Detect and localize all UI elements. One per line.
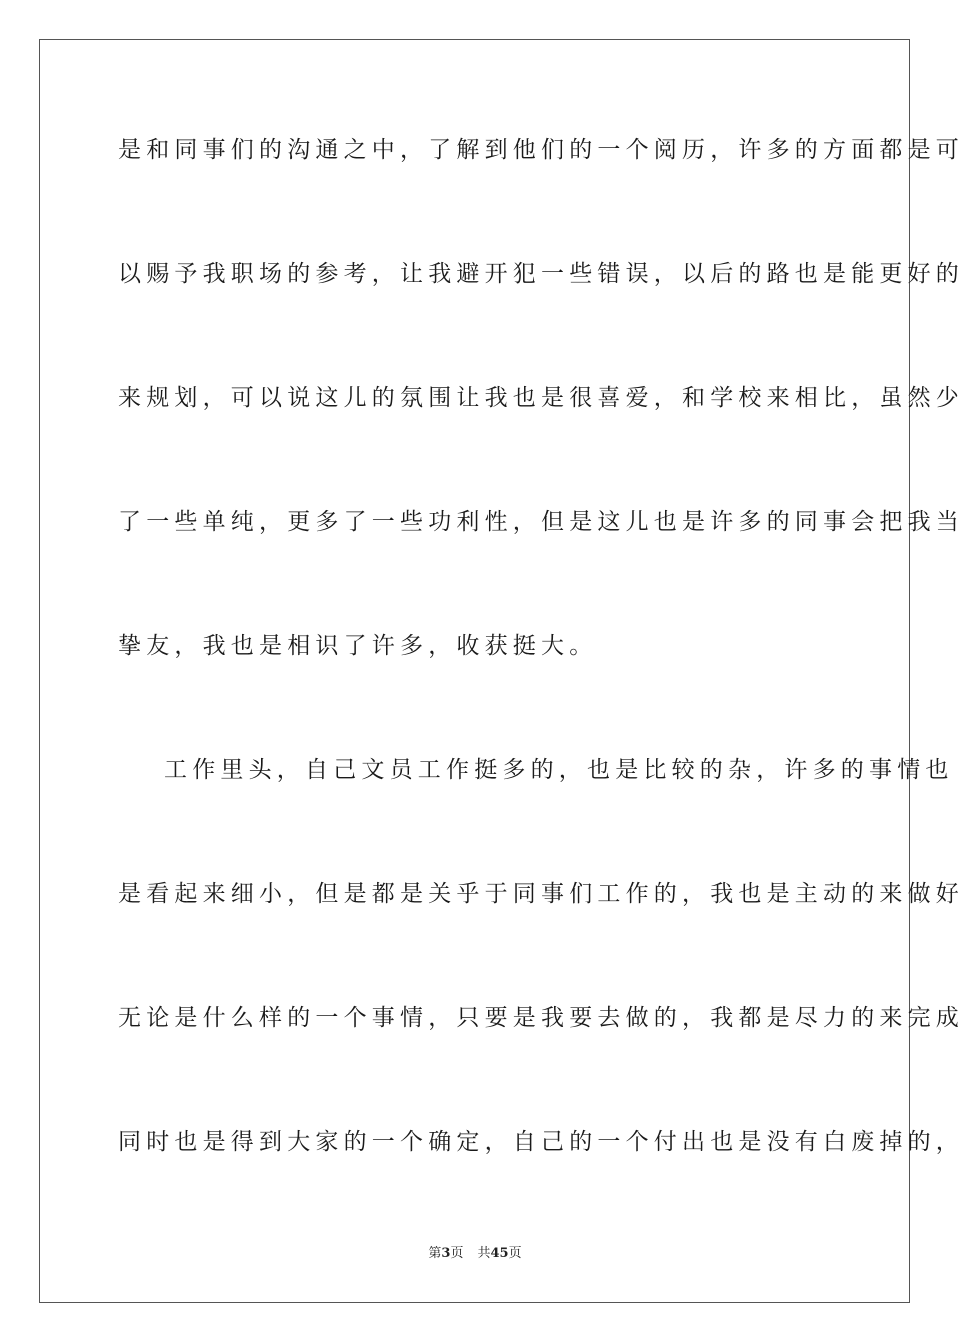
body-text-line: 来规划，可以说这儿的氛围让我也是很喜爱，和学校来相比，虽然少 <box>118 385 964 411</box>
page-suffix: 页 <box>450 1246 464 1261</box>
body-text-line: 了一些单纯，更多了一些功利性，但是这儿也是许多的同事会把我当 <box>118 509 964 535</box>
body-text-line: 是和同事们的沟通之中，了解到他们的一个阅历，许多的方面都是可 <box>118 137 964 163</box>
total-pages: 45 <box>490 1246 509 1261</box>
body-text-line: 同时也是得到大家的一个确定，自己的一个付出也是没有白废掉的， <box>118 1129 964 1155</box>
page-number: 3 <box>441 1246 451 1261</box>
body-text-line: 是看起来细小，但是都是关乎于同事们工作的，我也是主动的来做好 <box>118 881 964 907</box>
total-prefix: 共 <box>477 1246 491 1261</box>
body-text-line: 挚友，我也是相识了许多，收获挺大。 <box>118 633 598 659</box>
body-text-line: 以赐予我职场的参考，让我避开犯一些错误，以后的路也是能更好的 <box>118 261 964 287</box>
page-footer <box>0 1246 950 1262</box>
page-border <box>39 39 964 1303</box>
body-text-line: 无论是什么样的一个事情，只要是我要去做的，我都是尽力的来完成 <box>118 1005 964 1031</box>
page-prefix: 第 <box>428 1246 442 1261</box>
total-suffix: 页 <box>508 1246 522 1261</box>
paragraph-first-line: 工作里头，自己文员工作挺多的，也是比较的杂，许多的事情也 <box>164 757 954 783</box>
